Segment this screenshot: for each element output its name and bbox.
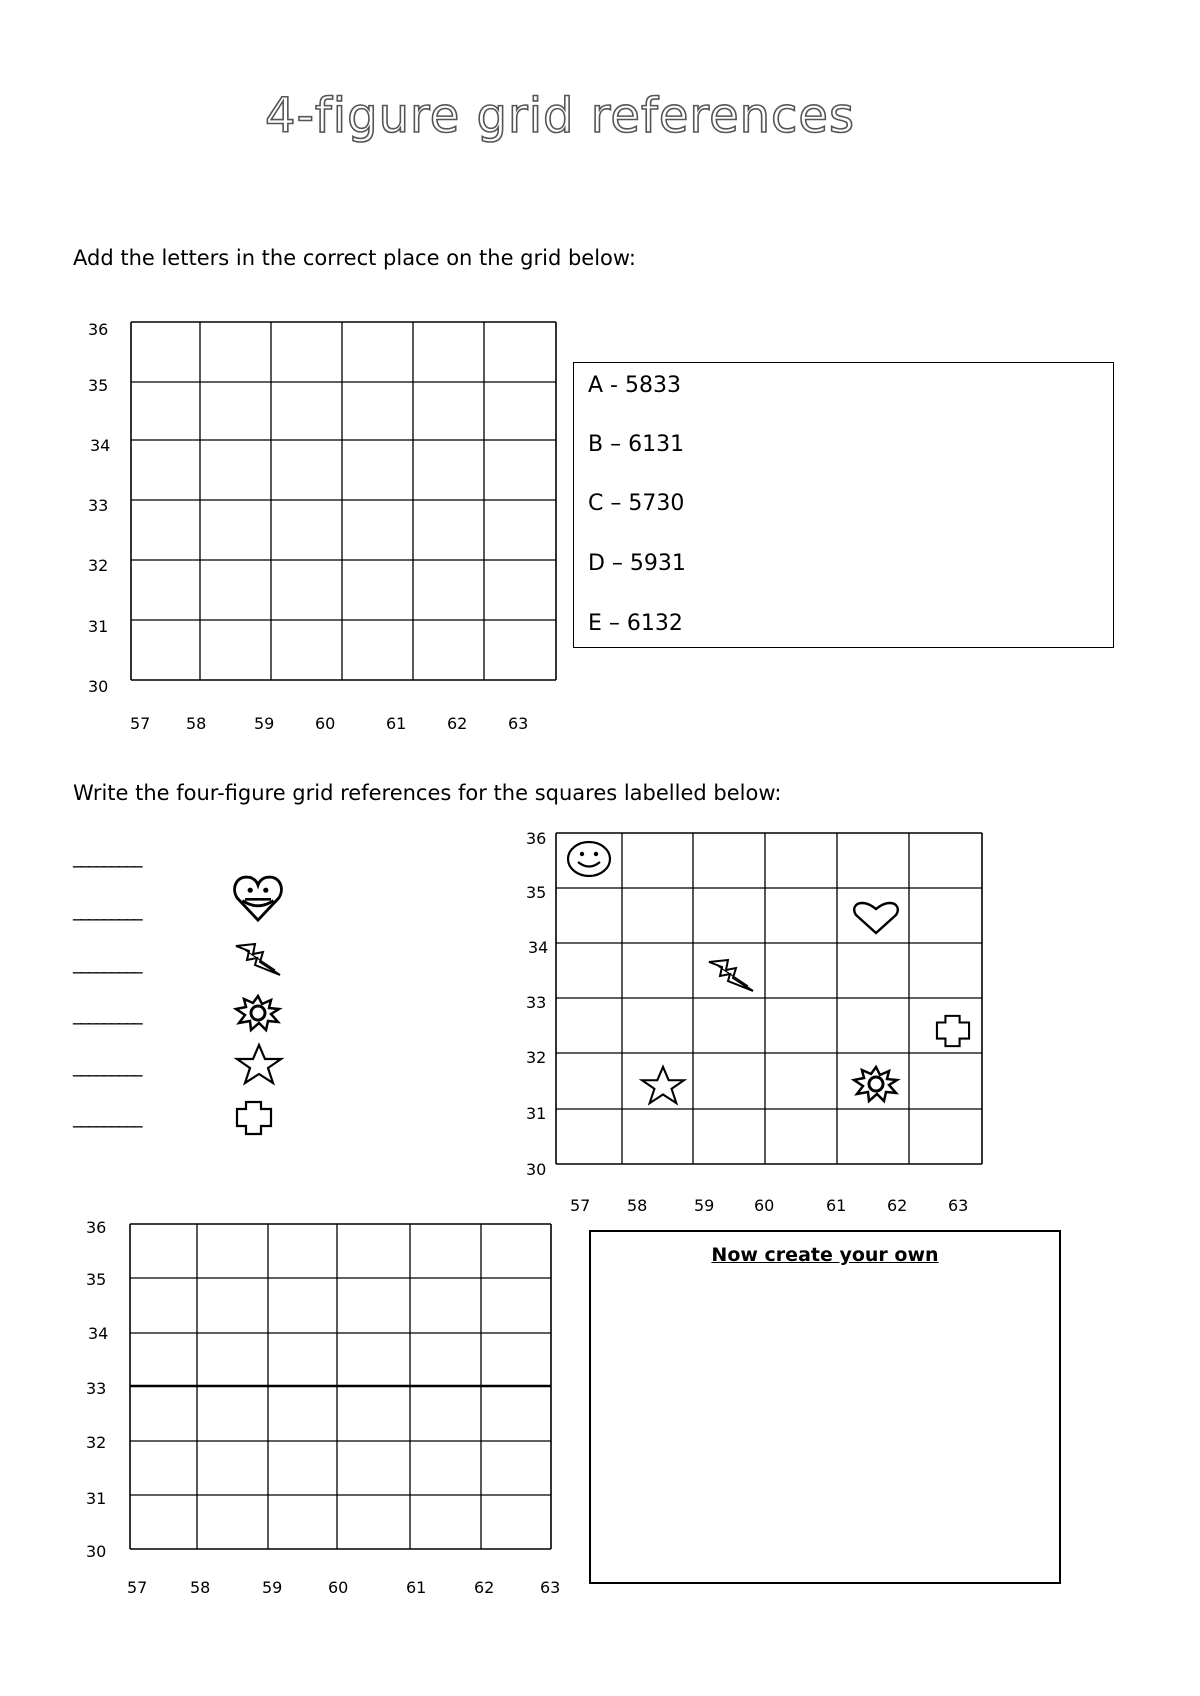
y-tick: 30 xyxy=(88,677,109,696)
create-your-own-box[interactable] xyxy=(589,1230,1061,1584)
page-title: 4-figure grid references xyxy=(265,88,855,144)
x-tick: 63 xyxy=(540,1578,561,1597)
answer-blank[interactable]: _________ xyxy=(73,952,141,974)
answer-blank[interactable]: _________ xyxy=(73,1055,141,1077)
smiley-icon xyxy=(566,840,612,878)
heart-icon xyxy=(852,900,900,936)
answer-blank[interactable]: _________ xyxy=(73,1003,141,1025)
x-tick: 58 xyxy=(627,1196,648,1215)
y-tick: 36 xyxy=(526,829,547,848)
star-icon xyxy=(234,1043,284,1085)
y-tick: 31 xyxy=(86,1489,107,1508)
x-tick: 58 xyxy=(190,1578,211,1597)
x-tick: 62 xyxy=(447,714,468,733)
create-title: Now create your own xyxy=(711,1244,939,1266)
y-tick: 35 xyxy=(88,376,109,395)
sun-icon xyxy=(853,1066,899,1102)
x-tick: 63 xyxy=(508,714,529,733)
key-item-d: D – 5931 xyxy=(588,551,686,576)
cross-icon xyxy=(234,1100,274,1136)
heart-smiley-icon xyxy=(232,872,284,924)
key-item-b: B – 6131 xyxy=(588,432,685,457)
key-item-a: A - 5833 xyxy=(588,373,681,398)
y-tick: 33 xyxy=(88,496,109,515)
x-tick: 57 xyxy=(570,1196,591,1215)
y-tick: 36 xyxy=(86,1218,107,1237)
y-tick: 32 xyxy=(526,1048,547,1067)
x-tick: 60 xyxy=(315,714,336,733)
section2-instruction: Write the four-figure grid references for the squares labelled below: xyxy=(73,781,782,805)
x-tick: 61 xyxy=(386,714,407,733)
x-tick: 60 xyxy=(754,1196,775,1215)
y-tick: 32 xyxy=(88,556,109,575)
y-tick: 32 xyxy=(86,1433,107,1452)
y-tick: 33 xyxy=(86,1379,107,1398)
y-tick: 35 xyxy=(86,1270,107,1289)
x-tick: 57 xyxy=(130,714,151,733)
y-tick: 34 xyxy=(528,938,549,957)
y-tick: 34 xyxy=(88,1324,109,1343)
key-item-e: E – 6132 xyxy=(588,611,683,636)
y-tick: 34 xyxy=(90,436,111,455)
x-tick: 59 xyxy=(262,1578,283,1597)
sun-icon xyxy=(235,995,281,1031)
x-tick: 58 xyxy=(186,714,207,733)
x-tick: 59 xyxy=(694,1196,715,1215)
star-icon xyxy=(638,1065,688,1105)
answer-blank[interactable]: _________ xyxy=(73,1106,141,1128)
section1-instruction: Add the letters in the correct place on the grid below: xyxy=(73,246,637,270)
lightning-icon xyxy=(706,958,756,994)
grid-reference-key xyxy=(573,362,1114,648)
x-tick: 61 xyxy=(406,1578,427,1597)
x-tick: 60 xyxy=(328,1578,349,1597)
y-tick: 33 xyxy=(526,993,547,1012)
x-tick: 61 xyxy=(826,1196,847,1215)
y-tick: 30 xyxy=(526,1160,547,1179)
answer-blank[interactable]: _________ xyxy=(73,846,141,868)
y-tick: 30 xyxy=(86,1542,107,1561)
answer-blank[interactable]: _________ xyxy=(73,899,141,921)
x-tick: 59 xyxy=(254,714,275,733)
x-tick: 57 xyxy=(127,1578,148,1597)
y-tick: 35 xyxy=(526,883,547,902)
x-tick: 62 xyxy=(474,1578,495,1597)
y-tick: 31 xyxy=(88,617,109,636)
y-tick: 31 xyxy=(526,1104,547,1123)
lightning-icon xyxy=(233,942,283,978)
key-item-c: C – 5730 xyxy=(588,491,685,516)
x-tick: 63 xyxy=(948,1196,969,1215)
cross-icon xyxy=(934,1014,972,1048)
y-tick: 36 xyxy=(88,320,109,339)
x-tick: 62 xyxy=(887,1196,908,1215)
